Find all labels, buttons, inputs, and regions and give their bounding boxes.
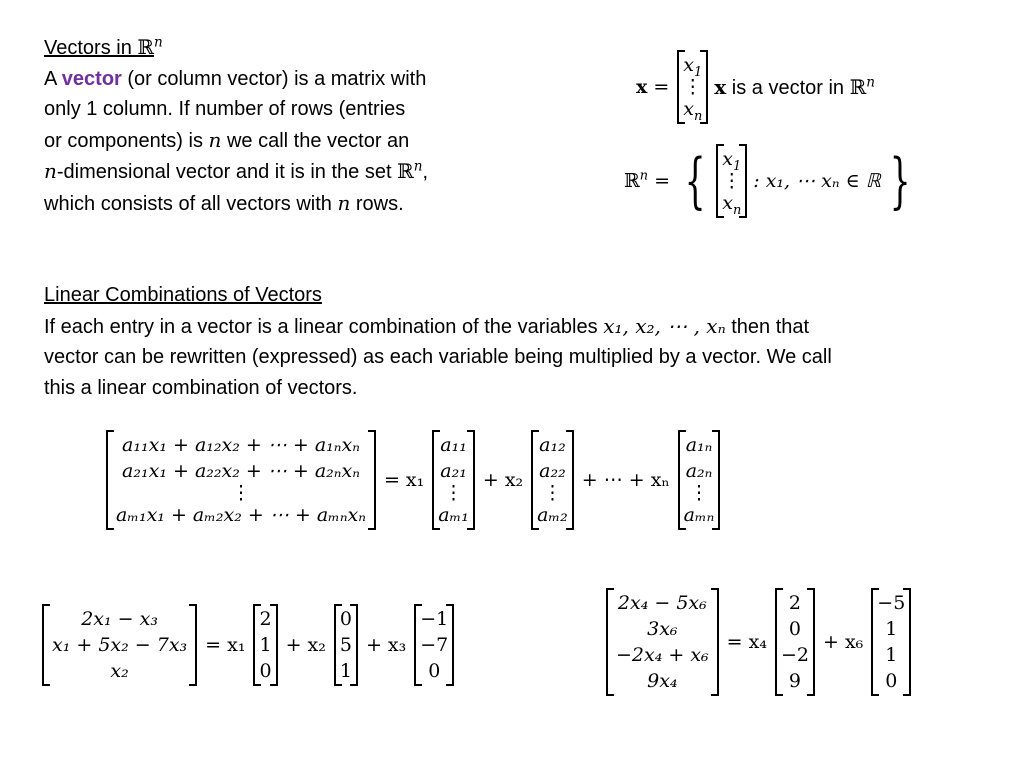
lincomb-line1-pre: If each entry in a vector is a linear combination of the variables: [44, 315, 604, 338]
example1-eq-x1: = x₁: [205, 634, 246, 656]
vector-term: vector: [61, 67, 122, 90]
matrix-cell: 0: [259, 660, 272, 682]
matrix-cell: 1: [259, 634, 272, 656]
linear-combinations-heading: Linear Combinations of Vectors: [44, 284, 322, 306]
example2-lhs-column: [606, 588, 719, 696]
example1-col-2: [334, 604, 358, 686]
line1-post: (or column vector) is a matrix with: [121, 67, 427, 90]
example-2-equation: [604, 588, 913, 696]
vector-def-tail-sup: n: [866, 73, 875, 90]
general-col-n: [678, 430, 721, 530]
vector-def-tail-text: is a vector in: [726, 76, 850, 99]
vectors-line-5: [44, 188, 428, 220]
matrix-cell: −1: [420, 608, 449, 630]
line1-pre: A: [44, 67, 62, 90]
matrix-cell: ⋮: [683, 76, 703, 98]
lincomb-line-3: this a linear combination of vectors.: [44, 376, 358, 399]
matrix-cell: 5: [339, 634, 352, 656]
line3-var: n: [208, 127, 222, 152]
matrix-cell: x₂: [110, 660, 129, 682]
line4-end: ,: [422, 161, 429, 183]
line3-post: we call the vector an: [221, 129, 410, 152]
vectors-section-text: [44, 32, 428, 219]
line3-pre: or components) is: [44, 129, 209, 152]
vectors-heading-set: ℝ: [137, 35, 155, 59]
example2-col-2: [871, 588, 911, 696]
set-definition: [624, 144, 919, 218]
example1-plus-x3: + x₃: [365, 634, 407, 656]
vector-def-tail: [714, 75, 875, 100]
matrix-cell: 0: [428, 660, 441, 682]
example1-col-1: [253, 604, 277, 686]
equals-sign: =: [653, 76, 670, 98]
vectors-line-3: [44, 125, 428, 157]
line5-pre: which consists of all vectors with: [44, 192, 338, 215]
matrix-cell: ⋮: [542, 482, 562, 504]
matrix-cell: ⋮: [689, 482, 709, 504]
matrix-cell: 0: [885, 670, 898, 692]
general-col-2: [531, 430, 574, 530]
general-linear-combination-equation: [104, 430, 722, 530]
set-vector-column: [716, 144, 747, 218]
general-eq-x1: = x₁: [383, 469, 425, 491]
matrix-cell: ⋮: [444, 482, 464, 504]
set-condition: : x₁, ⋯ xₙ ∈ ℝ: [753, 170, 881, 192]
example1-plus-x2: + x₂: [285, 634, 326, 656]
matrix-cell: 2: [788, 592, 802, 614]
lincomb-line1-post: then that: [725, 315, 810, 338]
matrix-cell: $x_1$: [683, 54, 703, 80]
matrix-cell: −7: [420, 634, 449, 656]
matrix-cell: ⋮: [231, 482, 251, 504]
matrix-cell: aₘ₂: [537, 504, 568, 526]
matrix-cell: −2x₄ + x₆: [616, 644, 709, 666]
matrix-cell: x₁ + 5x₂ − 7x₃: [52, 634, 188, 656]
matrix-cell: 9: [788, 670, 802, 692]
vector-def-tail-set: ℝ: [849, 74, 867, 99]
matrix-cell: 3x₆: [647, 618, 678, 640]
matrix-cell: a₁ₙ: [685, 434, 713, 456]
general-col-1: [432, 430, 475, 530]
vectors-heading: [44, 32, 428, 64]
set-lhs: ℝ$^n$: [624, 168, 649, 192]
line4-set: ℝ: [397, 159, 414, 183]
example-1-equation: [40, 604, 456, 686]
matrix-cell: $x_1$: [722, 148, 742, 174]
line4-var: n: [44, 159, 57, 183]
matrix-cell: aₘ₁: [438, 504, 469, 526]
matrix-cell: 0: [788, 618, 802, 640]
matrix-cell: $x_n$: [683, 98, 703, 124]
line5-post: rows.: [350, 192, 404, 215]
example2-plus-x6: + x₆: [822, 631, 864, 653]
example2-col-1: [775, 588, 815, 696]
matrix-cell: aₘₙ: [683, 504, 715, 526]
vectors-line-2: only 1 column. If number of rows (entries: [44, 98, 406, 120]
matrix-cell: 2x₁ − x₃: [81, 608, 158, 630]
matrix-cell: 9x₄: [647, 670, 678, 692]
matrix-cell: $x_n$: [722, 192, 742, 218]
matrix-cell: ⋮: [722, 170, 742, 192]
lincomb-line-1: [44, 311, 832, 343]
matrix-cell: 2x₄ − 5x₆: [617, 592, 707, 614]
matrix-cell: a₂ₙ: [685, 460, 713, 482]
vector-def-tail-x: x: [714, 74, 727, 99]
example2-eq-x4: = x₄: [726, 631, 767, 653]
matrix-cell: −2: [780, 644, 809, 666]
general-plus-x2: + x₂: [482, 469, 524, 491]
vector-definition: [636, 50, 875, 124]
right-brace: }: [889, 146, 911, 216]
matrix-cell: a₂₂: [539, 460, 566, 482]
example1-col-3: [414, 604, 454, 686]
matrix-cell: a₁₁: [440, 434, 467, 456]
matrix-cell: a₂₁x₁ + a₂₂x₂ + ⋯ + a₂ₙxₙ: [122, 460, 360, 482]
vectors-line-4: [44, 156, 428, 188]
matrix-cell: 1: [885, 644, 898, 666]
line4-sup: n: [413, 158, 423, 175]
left-brace: {: [684, 146, 706, 216]
matrix-cell: a₂₁: [440, 460, 467, 482]
vectors-heading-sup: n: [154, 34, 163, 51]
lincomb-line1-vars: x₁, x₂, ⋯ , xₙ: [603, 313, 726, 338]
linear-combinations-section-text: [44, 280, 832, 403]
general-lhs-column: [106, 430, 376, 530]
vectors-line-1: [44, 64, 428, 95]
matrix-cell: 2: [259, 608, 272, 630]
matrix-cell: a₁₂: [539, 434, 566, 456]
general-plus-xn: + ⋯ + xₙ: [581, 469, 670, 491]
equals-sign: =: [654, 170, 671, 192]
vector-x-column: [677, 50, 708, 124]
example1-lhs-column: [42, 604, 197, 686]
lincomb-line-2: vector can be rewritten (expressed) as each variable being multiplied by a vector. We call: [44, 346, 832, 368]
matrix-cell: a₁₁x₁ + a₁₂x₂ + ⋯ + a₁ₙxₙ: [122, 434, 360, 456]
line5-var: n: [337, 190, 351, 215]
vector-x-bold: x: [636, 76, 648, 98]
matrix-cell: −5: [877, 592, 906, 614]
line4-mid: -dimensional vector and it is in the set: [56, 161, 398, 183]
matrix-cell: 1: [885, 618, 898, 640]
matrix-cell: 0: [339, 608, 352, 630]
vectors-heading-text: Vectors in: [44, 37, 138, 59]
matrix-cell: 1: [339, 660, 352, 682]
matrix-cell: aₘ₁x₁ + aₘ₂x₂ + ⋯ + aₘₙxₙ: [116, 504, 366, 526]
